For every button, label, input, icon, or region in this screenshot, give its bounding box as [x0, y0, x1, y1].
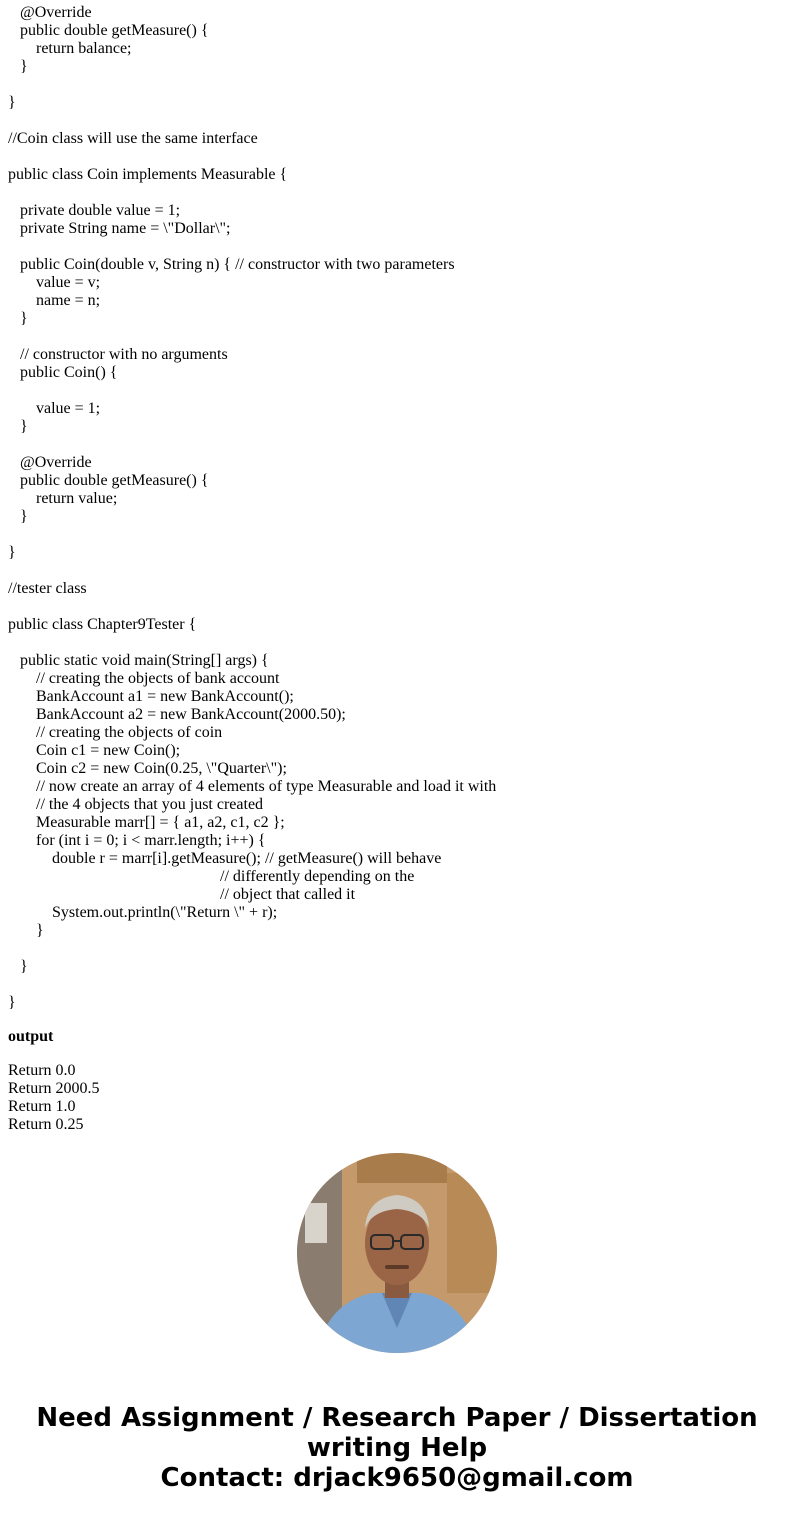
code-line: public Coin(double v, String n) { // constructor with two parameters — [8, 256, 455, 273]
code-line: // creating the objects of bank account — [8, 670, 280, 687]
output-line: Return 2000.5 — [8, 1080, 100, 1097]
code-line: // the 4 objects that you just created — [8, 796, 264, 813]
code-line — [8, 112, 788, 130]
code-line: } — [8, 544, 16, 561]
portrait-image — [297, 1153, 497, 1353]
code-line: public class Chapter9Tester { — [8, 616, 197, 633]
code-line — [8, 328, 788, 346]
banner-line-1: Need Assignment / Research Paper / Dissertation — [36, 1403, 758, 1433]
code-line: } — [8, 958, 28, 975]
code-line: //Coin class will use the same interface — [8, 130, 258, 147]
code-line: } — [8, 94, 16, 111]
code-line — [8, 940, 788, 958]
code-block — [8, 4, 788, 1012]
output-heading: output — [8, 1028, 54, 1045]
code-line — [8, 148, 788, 166]
code-line — [8, 562, 788, 580]
code-line: name = n; — [8, 292, 101, 309]
output-line: Return 0.0 — [8, 1062, 76, 1079]
code-line — [8, 238, 788, 256]
code-line: Coin c2 = new Coin(0.25, \"Quarter\"); — [8, 760, 287, 777]
code-line: public double getMeasure() { — [8, 22, 209, 39]
code-line — [8, 526, 788, 544]
code-line: return balance; — [8, 40, 132, 57]
code-line: BankAccount a1 = new BankAccount(); — [8, 688, 294, 705]
code-line — [8, 382, 788, 400]
output-block — [8, 1062, 788, 1134]
banner-contact: Contact: drjack9650@gmail.com — [160, 1463, 634, 1493]
code-line: public Coin() { — [8, 364, 118, 381]
code-line — [8, 184, 788, 202]
code-line: for (int i = 0; i < marr.length; i++) { — [8, 832, 266, 849]
code-line: private double value = 1; — [8, 202, 181, 219]
code-line: } — [8, 58, 28, 75]
code-line — [8, 634, 788, 652]
code-line: @Override — [8, 454, 92, 471]
code-line — [8, 976, 788, 994]
code-line: value = v; — [8, 274, 101, 291]
output-line: Return 0.25 — [8, 1116, 84, 1133]
code-line: Coin c1 = new Coin(); — [8, 742, 181, 759]
code-line: double r = marr[i].getMeasure(); // getMeasure() will behave — [8, 850, 442, 867]
code-line — [8, 76, 788, 94]
code-line: return value; — [8, 490, 118, 507]
code-line: // now create an array of 4 elements of type Measurable and load it with — [8, 778, 497, 795]
code-line: Measurable marr[] = { a1, a2, c1, c2 }; — [8, 814, 285, 831]
document-body — [8, 4, 788, 1134]
code-line: // differently depending on the — [8, 868, 415, 885]
code-line: // object that called it — [8, 886, 356, 903]
code-line: public double getMeasure() { — [8, 472, 209, 489]
code-line: private String name = \"Dollar\"; — [8, 220, 231, 237]
code-line: } — [8, 922, 44, 939]
banner-line-2: writing Help — [306, 1433, 488, 1463]
code-line — [8, 598, 788, 616]
code-line: // constructor with no arguments — [8, 346, 228, 363]
code-line: //tester class — [8, 580, 87, 597]
code-line: BankAccount a2 = new BankAccount(2000.50); — [8, 706, 346, 723]
code-line: // creating the objects of coin — [8, 724, 223, 741]
code-line: } — [8, 418, 28, 435]
code-line: value = 1; — [8, 400, 101, 417]
contact-banner — [0, 1403, 794, 1493]
code-line: } — [8, 508, 28, 525]
code-line — [8, 436, 788, 454]
code-line: System.out.println(\"Return \" + r); — [8, 904, 278, 921]
author-photo — [297, 1153, 497, 1353]
code-line: public class Coin implements Measurable { — [8, 166, 288, 183]
code-line: public static void main(String[] args) { — [8, 652, 269, 669]
code-line: } — [8, 310, 28, 327]
output-line: Return 1.0 — [8, 1098, 76, 1115]
code-line: @Override — [8, 4, 92, 21]
code-line: } — [8, 994, 16, 1011]
